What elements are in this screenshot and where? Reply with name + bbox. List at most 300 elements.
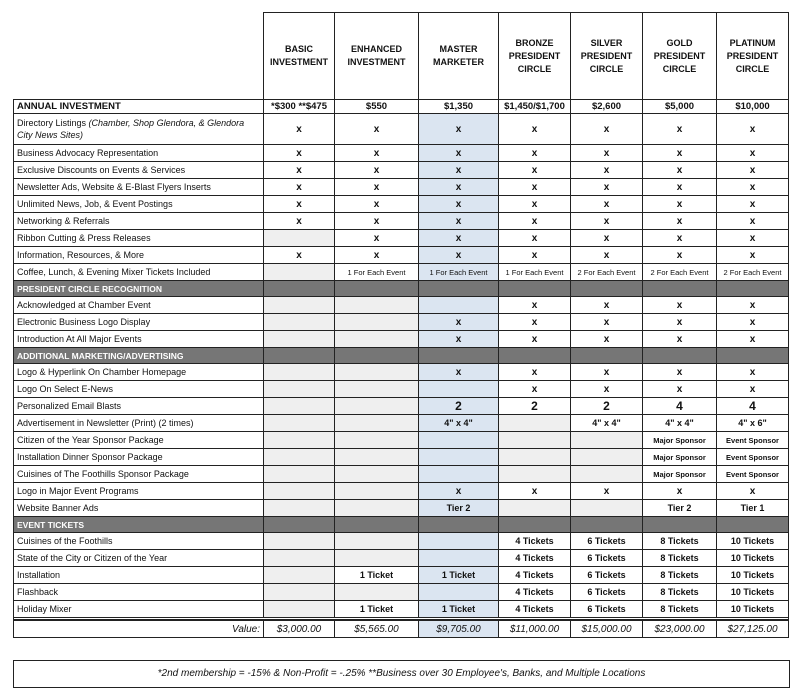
benefit-label [14,145,264,162]
included-mark: x [499,162,571,179]
included-mark: x [643,314,717,331]
benefit-value: 4 Tickets [499,533,571,550]
benefit-label [14,432,264,449]
benefit-value: 4 Tickets [499,550,571,567]
benefit-value: 8 Tickets [643,550,717,567]
benefit-value: 2 [419,398,499,415]
included-mark: x [419,331,499,348]
section-header-cell [571,281,643,297]
president-circle-row [14,297,789,314]
included-mark: x [419,179,499,196]
benefit-label-text: Flashback [17,587,59,597]
benefit-label [14,381,264,398]
benefit-label-text: Logo & Hyperlink On Chamber Homepage [17,367,187,377]
benefit-label [14,567,264,584]
benefit-value: 10 Tickets [717,550,789,567]
benefit-value: 4" x 6" [717,415,789,432]
included-mark: x [335,213,419,230]
col-header-gold: GOLD PRESIDENT CIRCLE [643,13,717,100]
included-mark: x [571,179,643,196]
benefit-label-text: Business Advocacy Representation [17,148,159,158]
marketing-row [14,466,789,483]
benefit-value: 10 Tickets [717,584,789,601]
benefit-label-text: Website Banner Ads [17,503,99,513]
empty-cell [264,364,335,381]
benefit-label [14,196,264,213]
benefit-label [14,162,264,179]
benefit-value: 4 Tickets [499,584,571,601]
benefit-row [14,196,789,213]
empty-cell [419,297,499,314]
empty-cell [335,381,419,398]
included-mark: x [264,114,335,145]
included-mark: x [335,230,419,247]
section-header-cell [499,281,571,297]
benefit-value: 6 Tickets [571,601,643,618]
benefit-value: 8 Tickets [643,584,717,601]
included-mark: x [419,145,499,162]
included-mark: x [419,364,499,381]
included-mark: x [717,483,789,500]
empty-cell [264,483,335,500]
included-mark: x [571,247,643,264]
marketing-row [14,415,789,432]
included-mark: x [571,483,643,500]
benefit-value: Tier 2 [643,500,717,517]
benefit-row [14,179,789,196]
benefit-value: 2 For Each Event [643,264,717,281]
empty-cell [264,567,335,584]
included-mark: x [643,114,717,145]
empty-cell [264,550,335,567]
included-mark: x [643,196,717,213]
section-header-cell [264,517,335,533]
benefit-value: Event Sponsor [717,466,789,483]
empty-cell [335,398,419,415]
col-header-platinum: PLATINUM PRESIDENT CIRCLE [717,13,789,100]
benefit-value: 4 Tickets [499,601,571,618]
benefit-label [14,114,264,145]
included-mark: x [335,162,419,179]
benefit-value: 4" x 4" [643,415,717,432]
benefit-row [14,230,789,247]
empty-cell [419,432,499,449]
empty-cell [264,331,335,348]
included-mark: x [717,297,789,314]
event-ticket-row [14,567,789,584]
benefit-label [14,331,264,348]
included-mark: x [499,145,571,162]
table-body [14,13,789,638]
section-header-cell [264,281,335,297]
value-row [14,620,789,638]
empty-cell [419,381,499,398]
benefit-row [14,264,789,281]
col-header-master: MASTER MARKETER [419,13,499,100]
included-mark: x [571,331,643,348]
benefit-label-text: Exclusive Discounts on Events & Services [17,165,186,175]
benefit-label [14,364,264,381]
included-mark: x [264,196,335,213]
benefit-value: 10 Tickets [717,601,789,618]
empty-cell [264,432,335,449]
included-mark: x [419,114,499,145]
included-mark: x [717,364,789,381]
empty-cell [264,415,335,432]
benefit-row [14,162,789,179]
included-mark: x [717,179,789,196]
empty-cell [264,314,335,331]
benefit-value: Major Sponsor [643,432,717,449]
included-mark: x [643,364,717,381]
benefit-label [14,550,264,567]
included-mark: x [571,196,643,213]
included-mark: x [643,483,717,500]
benefit-value: 10 Tickets [717,567,789,584]
benefit-value: 4 [717,398,789,415]
included-mark: x [419,483,499,500]
benefit-label [14,584,264,601]
benefit-label-text: Coffee, Lunch, & Evening Mixer Tickets Included [17,267,211,277]
benefit-label-text: State of the City or Citizen of the Year [17,553,168,563]
section-title: ADDITIONAL MARKETING/ADVERTISING [14,348,264,364]
included-mark: x [499,213,571,230]
benefit-value: 1 For Each Event [499,264,571,281]
included-mark: x [499,114,571,145]
benefit-label-text: Networking & Referrals [17,216,110,226]
included-mark: x [499,381,571,398]
benefit-label [14,230,264,247]
marketing-row [14,449,789,466]
empty-cell [335,483,419,500]
annual-investment-label: ANNUAL INVESTMENT [14,100,264,114]
included-mark: x [717,230,789,247]
price-gold: $5,000 [643,100,717,114]
included-mark: x [335,179,419,196]
empty-cell [264,381,335,398]
benefit-value: 6 Tickets [571,584,643,601]
benefit-value: 2 For Each Event [717,264,789,281]
empty-cell [571,449,643,466]
benefit-value: 2 For Each Event [571,264,643,281]
empty-cell [335,364,419,381]
benefit-label [14,449,264,466]
event-ticket-row [14,601,789,618]
value-master: $9,705.00 [419,620,499,638]
annual-investment-row [14,100,789,114]
benefit-label-text: Cuisines of the Foothills [17,536,113,546]
included-mark: x [499,314,571,331]
included-mark: x [571,114,643,145]
value-platinum: $27,125.00 [717,620,789,638]
included-mark: x [264,179,335,196]
benefit-label-text: Information, Resources, & More [17,250,145,260]
benefit-row [14,114,789,145]
section-header-cell [643,281,717,297]
included-mark: x [335,247,419,264]
included-mark: x [643,213,717,230]
benefit-value: 6 Tickets [571,533,643,550]
empty-cell [264,500,335,517]
section-header-cell [419,281,499,297]
section-header-cell [643,517,717,533]
president-circle-row [14,331,789,348]
included-mark: x [643,145,717,162]
benefit-value: 8 Tickets [643,533,717,550]
benefit-value: Tier 1 [717,500,789,517]
included-mark: x [717,196,789,213]
president-circle-row [14,314,789,331]
empty-cell [419,449,499,466]
included-mark: x [717,162,789,179]
included-mark: x [571,297,643,314]
marketing-row [14,364,789,381]
benefit-label [14,415,264,432]
benefit-value: Major Sponsor [643,466,717,483]
col-header-enhanced: ENHANCED INVESTMENT [335,13,419,100]
section-header-cell [335,517,419,533]
benefit-label [14,179,264,196]
empty-cell [335,449,419,466]
included-mark: x [335,196,419,213]
benefit-label-text: Installation Dinner Sponsor Package [17,452,163,462]
empty-cell [419,550,499,567]
included-mark: x [643,381,717,398]
empty-cell [571,432,643,449]
included-mark: x [643,331,717,348]
value-basic: $3,000.00 [264,620,335,638]
section-title: PRESIDENT CIRCLE RECOGNITION [14,281,264,297]
benefit-value: Major Sponsor [643,449,717,466]
benefit-label-text: Logo in Major Event Programs [17,486,139,496]
value-silver: $15,000.00 [571,620,643,638]
included-mark: x [419,314,499,331]
included-mark: x [717,331,789,348]
empty-cell [571,466,643,483]
price-master: $1,350 [419,100,499,114]
benefit-value: 4 [643,398,717,415]
benefit-label [14,264,264,281]
benefit-value: 4 Tickets [499,567,571,584]
section-header-cell [335,348,419,364]
empty-cell [264,398,335,415]
included-mark: x [717,314,789,331]
included-mark: x [419,230,499,247]
benefit-label [14,466,264,483]
included-mark: x [571,213,643,230]
empty-cell [264,297,335,314]
benefit-row [14,145,789,162]
benefit-label-text: Logo On Select E-News [17,384,114,394]
benefit-value: 2 [571,398,643,415]
benefit-label [14,500,264,517]
section-header-cell [499,517,571,533]
included-mark: x [717,145,789,162]
benefit-label [14,213,264,230]
empty-cell [419,584,499,601]
included-mark: x [499,297,571,314]
benefit-value: 6 Tickets [571,567,643,584]
marketing-row [14,483,789,500]
section-header-cell [643,348,717,364]
price-enhanced: $550 [335,100,419,114]
section-header-cell [571,517,643,533]
benefit-label [14,297,264,314]
included-mark: x [264,145,335,162]
col-header-bronze: BRONZE PRESIDENT CIRCLE [499,13,571,100]
section-event-tickets [14,517,789,533]
included-mark: x [571,162,643,179]
price-bronze: $1,450/$1,700 [499,100,571,114]
value-enhanced: $5,565.00 [335,620,419,638]
benefit-row [14,213,789,230]
price-silver: $2,600 [571,100,643,114]
empty-cell [499,415,571,432]
included-mark: x [499,364,571,381]
benefit-value: 4" x 4" [571,415,643,432]
section-header-cell [419,517,499,533]
value-label: Value: [14,620,264,638]
benefit-label [14,314,264,331]
value-gold: $23,000.00 [643,620,717,638]
included-mark: x [571,364,643,381]
benefit-value: 8 Tickets [643,567,717,584]
empty-cell [335,584,419,601]
benefit-label-text: Acknowledged at Chamber Event [17,300,151,310]
section-header-cell [717,281,789,297]
empty-cell [264,230,335,247]
benefit-value: 1 For Each Event [419,264,499,281]
benefit-value: Tier 2 [419,500,499,517]
included-mark: x [571,145,643,162]
benefit-label-text: Installation [17,570,61,580]
empty-cell [264,466,335,483]
empty-cell [335,466,419,483]
section-header-cell [335,281,419,297]
benefit-value: 1 Ticket [335,567,419,584]
benefit-label [14,601,264,618]
included-mark: x [419,196,499,213]
included-mark: x [571,230,643,247]
empty-cell [335,533,419,550]
benefit-label-text: Advertisement in Newsletter (Print) (2 times) [17,418,194,428]
benefit-label-text: Introduction At All Major Events [17,334,142,344]
benefit-label-text: Unlimited News, Job, & Event Postings [17,199,173,209]
benefit-label-text: Holiday Mixer [17,604,72,614]
benefit-value: 1 Ticket [419,567,499,584]
benefit-label-note: (Chamber, Shop Glendora, & Glendora City News Sites) [17,118,245,140]
section-header-cell [499,348,571,364]
empty-cell [335,331,419,348]
included-mark: x [571,381,643,398]
benefit-row [14,247,789,264]
included-mark: x [643,247,717,264]
value-bronze: $11,000.00 [499,620,571,638]
section-president-circle [14,281,789,297]
included-mark: x [499,230,571,247]
benefit-label-text: Directory Listings [17,118,89,128]
included-mark: x [717,247,789,264]
pricing-footnote: *2nd membership = -15% & Non-Profit = -.25% **Business over 30 Employee's, Banks, and Multiple Locations [13,660,790,688]
section-marketing [14,348,789,364]
benefit-value: Event Sponsor [717,432,789,449]
empty-cell [335,550,419,567]
included-mark: x [571,314,643,331]
event-ticket-row [14,550,789,567]
marketing-row [14,381,789,398]
event-ticket-row [14,533,789,550]
included-mark: x [643,162,717,179]
marketing-row [14,432,789,449]
included-mark: x [643,179,717,196]
benefit-value: 8 Tickets [643,601,717,618]
empty-cell [499,432,571,449]
section-header-cell [419,348,499,364]
benefit-value: 2 [499,398,571,415]
empty-cell [335,314,419,331]
benefit-label-text: Ribbon Cutting & Press Releases [17,233,151,243]
benefit-value: 4" x 4" [419,415,499,432]
section-header-cell [264,348,335,364]
included-mark: x [643,297,717,314]
empty-cell [499,449,571,466]
empty-cell [499,466,571,483]
benefit-value: 10 Tickets [717,533,789,550]
included-mark: x [335,114,419,145]
benefit-value: 1 Ticket [419,601,499,618]
included-mark: x [264,247,335,264]
empty-cell [419,466,499,483]
included-mark: x [264,162,335,179]
benefit-value: Event Sponsor [717,449,789,466]
marketing-row [14,500,789,517]
membership-benefits-table [13,12,789,638]
marketing-row [14,398,789,415]
included-mark: x [717,381,789,398]
event-ticket-row [14,584,789,601]
benefit-value: 1 For Each Event [335,264,419,281]
empty-cell [335,415,419,432]
column-header-row [14,13,789,100]
benefit-value: 6 Tickets [571,550,643,567]
header-corner [14,13,264,100]
included-mark: x [419,162,499,179]
included-mark: x [717,213,789,230]
benefit-label-text: Personalized Email Blasts [17,401,122,411]
empty-cell [419,533,499,550]
benefit-value: 1 Ticket [335,601,419,618]
included-mark: x [419,247,499,264]
empty-cell [335,500,419,517]
empty-cell [335,432,419,449]
section-header-cell [717,517,789,533]
section-header-cell [717,348,789,364]
benefit-label [14,483,264,500]
section-title: EVENT TICKETS [14,517,264,533]
benefit-label-text: Citizen of the Year Sponsor Package [17,435,164,445]
benefit-label [14,398,264,415]
price-basic: *$300 **$475 [264,100,335,114]
benefit-label-text: Electronic Business Logo Display [17,317,151,327]
col-header-basic: BASIC INVESTMENT [264,13,335,100]
empty-cell [335,297,419,314]
empty-cell [264,584,335,601]
included-mark: x [264,213,335,230]
empty-cell [571,500,643,517]
empty-cell [264,449,335,466]
benefit-label-text: Newsletter Ads, Website & E-Blast Flyers Inserts [17,182,211,192]
included-mark: x [499,196,571,213]
